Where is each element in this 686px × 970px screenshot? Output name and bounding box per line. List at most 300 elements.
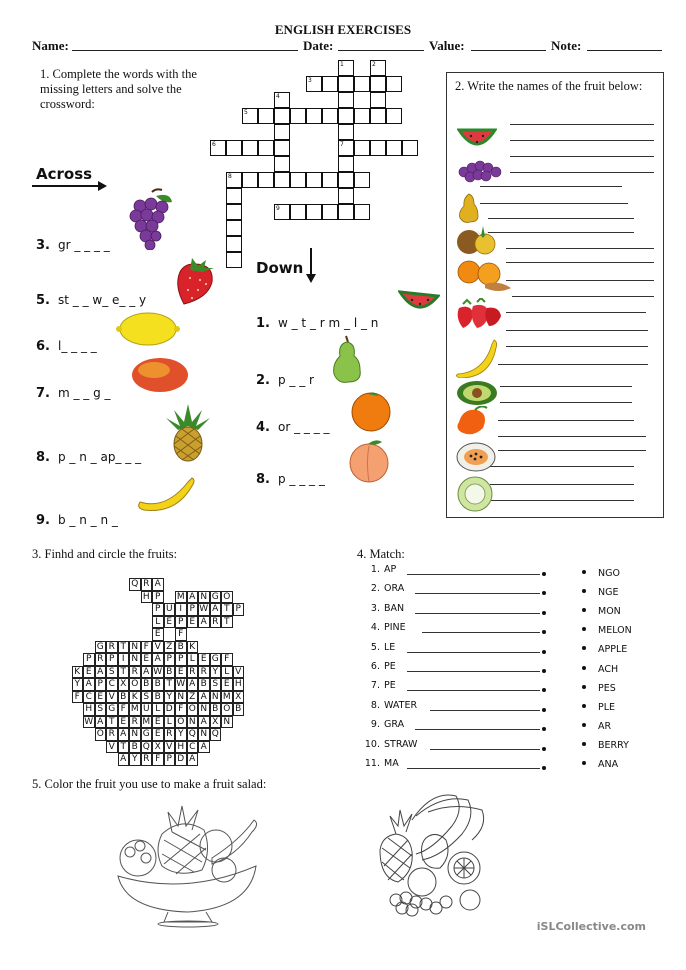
- word-search-letter[interactable]: E: [152, 728, 164, 741]
- word-search-letter[interactable]: R: [129, 716, 141, 729]
- word-search-letter[interactable]: H: [233, 678, 245, 691]
- fruit-name-writing-line[interactable]: [480, 186, 622, 187]
- match-ending-item[interactable]: [582, 568, 620, 579]
- section5-instruction: 5. Color the fruit you use to make a fruit salad:: [32, 777, 267, 791]
- word-search-letter[interactable]: B: [152, 691, 164, 704]
- word-search-letter[interactable]: K: [129, 691, 141, 704]
- crossword-cell[interactable]: [306, 108, 322, 124]
- match-answer-line[interactable]: [415, 613, 541, 614]
- fruit-name-writing-line[interactable]: [506, 248, 654, 249]
- match-end-dot[interactable]: [582, 627, 586, 631]
- banana-small-icon: [454, 338, 498, 378]
- word-search-letter[interactable]: W: [176, 679, 186, 689]
- match-end-dot[interactable]: [582, 589, 586, 593]
- word-search-letter[interactable]: E: [221, 678, 233, 691]
- word-search-letter[interactable]: P: [152, 603, 164, 616]
- word-search-letter[interactable]: K: [187, 641, 199, 654]
- match-start-dot[interactable]: [542, 611, 546, 615]
- fruit-name-writing-line[interactable]: [510, 172, 654, 173]
- word-search-letter[interactable]: U: [164, 603, 176, 616]
- fruit-name-writing-line[interactable]: [512, 296, 654, 297]
- match-ending-item[interactable]: [582, 721, 611, 732]
- match-end-dot[interactable]: [582, 646, 586, 650]
- word-search-letter[interactable]: N: [129, 641, 141, 654]
- word-search-letter[interactable]: E: [187, 616, 199, 629]
- word-search-letter[interactable]: A: [95, 666, 107, 679]
- word-search-letter[interactable]: G: [95, 641, 107, 654]
- word-search-letter[interactable]: A: [83, 678, 95, 691]
- word-search-letter[interactable]: L: [152, 703, 164, 716]
- fruit-name-writing-line[interactable]: [488, 232, 634, 233]
- word-search-letter[interactable]: X: [152, 741, 164, 754]
- word-search-letter[interactable]: L: [221, 666, 233, 679]
- match-start-dot[interactable]: [542, 572, 546, 576]
- word-search-letter[interactable]: B: [164, 666, 176, 679]
- word-search-letter[interactable]: A: [210, 603, 222, 616]
- word-search-letter[interactable]: T: [118, 641, 130, 654]
- word-search-letter[interactable]: W: [153, 666, 163, 677]
- name-label: Name:: [32, 38, 69, 53]
- match-ending-item[interactable]: [582, 759, 618, 770]
- word-search-letter[interactable]: A: [198, 691, 210, 704]
- crossword-cell[interactable]: [322, 76, 338, 92]
- crossword-cell[interactable]: [338, 156, 354, 172]
- fruit-name-writing-line[interactable]: [490, 484, 634, 485]
- word-search-letter[interactable]: T: [221, 616, 233, 629]
- crossword-cell[interactable]: [338, 140, 354, 156]
- word-search-letter[interactable]: P: [164, 653, 176, 666]
- word-search-letter[interactable]: N: [210, 691, 222, 704]
- fruit-name-writing-line[interactable]: [498, 364, 648, 365]
- match-end-dot[interactable]: [582, 742, 586, 746]
- crossword-cell[interactable]: [322, 108, 338, 124]
- word-search-letter[interactable]: B: [233, 703, 245, 716]
- word-search-letter[interactable]: B: [129, 741, 141, 754]
- date-field[interactable]: [338, 50, 424, 51]
- crossword-cell[interactable]: [226, 204, 242, 220]
- word-search-letter[interactable]: N: [198, 728, 210, 741]
- word-search-letter[interactable]: Y: [164, 691, 176, 704]
- word-search-letter[interactable]: R: [187, 666, 199, 679]
- crossword-cell[interactable]: [370, 140, 386, 156]
- crossword-cell[interactable]: [290, 204, 306, 220]
- crossword-cell[interactable]: [274, 124, 290, 140]
- word-search-letter[interactable]: U: [141, 703, 153, 716]
- crossword-cell[interactable]: [370, 108, 386, 124]
- word-search-letter[interactable]: F: [152, 753, 164, 766]
- oranges-icon: [455, 258, 515, 294]
- word-search-letter[interactable]: F: [72, 691, 84, 704]
- date-label: Date:: [303, 38, 334, 53]
- pear-icon: [330, 334, 364, 384]
- match-answer-line[interactable]: [415, 729, 541, 730]
- crossword-cell[interactable]: [242, 172, 258, 188]
- word-search-letter[interactable]: V: [164, 741, 176, 754]
- word-search-letter[interactable]: M: [222, 691, 231, 702]
- word-search-letter[interactable]: D: [164, 703, 176, 716]
- word-search-letter[interactable]: X: [118, 678, 130, 691]
- word-search-letter[interactable]: S: [210, 678, 222, 691]
- match-end-dot[interactable]: [582, 704, 586, 708]
- word-search-letter[interactable]: I: [175, 603, 187, 616]
- word-search-letter[interactable]: B: [118, 691, 130, 704]
- word-search-letter[interactable]: E: [152, 628, 164, 641]
- note-field[interactable]: [587, 50, 662, 51]
- word-search-letter[interactable]: Z: [164, 641, 176, 654]
- word-search-letter[interactable]: R: [106, 641, 118, 654]
- crossword-cell[interactable]: [402, 140, 418, 156]
- word-search-letter[interactable]: F: [118, 703, 130, 716]
- crossword-cell[interactable]: [274, 156, 290, 172]
- crossword-cell[interactable]: [226, 220, 242, 236]
- word-search-letter[interactable]: P: [83, 653, 95, 666]
- match-end-dot[interactable]: [582, 761, 586, 765]
- word-search-letter[interactable]: X: [210, 716, 222, 729]
- word-search-letter[interactable]: G: [210, 591, 222, 604]
- word-search-letter[interactable]: P: [233, 603, 245, 616]
- match-answer-line[interactable]: [415, 593, 541, 594]
- match-start-text: PE: [384, 680, 396, 692]
- word-search-letter[interactable]: T: [221, 603, 233, 616]
- word-search-letter[interactable]: N: [175, 691, 187, 704]
- crossword-cell[interactable]: [242, 140, 258, 156]
- crossword-cell[interactable]: [226, 172, 242, 188]
- match-ending-item[interactable]: [582, 644, 627, 655]
- match-ending-item[interactable]: [582, 664, 618, 675]
- word-search-letter[interactable]: Q: [129, 578, 141, 591]
- word-search-letter[interactable]: A: [198, 716, 210, 729]
- word-search-letter[interactable]: V: [106, 691, 118, 704]
- word-search-letter[interactable]: H: [83, 703, 95, 716]
- word-search-letter[interactable]: O: [221, 703, 233, 716]
- match-ending-item[interactable]: [582, 683, 616, 694]
- crossword-cell[interactable]: [226, 236, 242, 252]
- match-start-dot[interactable]: [542, 650, 546, 654]
- crossword-cell[interactable]: [258, 108, 274, 124]
- crossword-cell[interactable]: [242, 108, 258, 124]
- fruit-name-writing-line[interactable]: [498, 436, 646, 437]
- fruit-name-writing-line[interactable]: [506, 262, 654, 263]
- match-start-text: ORA: [384, 583, 405, 595]
- match-end-dot[interactable]: [582, 570, 586, 574]
- word-search-letter[interactable]: E: [198, 653, 210, 666]
- fruit-name-writing-line[interactable]: [480, 203, 628, 204]
- crossword-cell[interactable]: [370, 76, 386, 92]
- word-search-letter[interactable]: Q: [141, 741, 153, 754]
- word-search-letter[interactable]: Z: [187, 691, 199, 704]
- match-start-dot[interactable]: [542, 669, 546, 673]
- word-search-letter[interactable]: C: [106, 678, 118, 691]
- fruit-name-writing-line[interactable]: [480, 466, 634, 467]
- word-search-letter[interactable]: K: [72, 666, 84, 679]
- crossword-cell[interactable]: [386, 108, 402, 124]
- value-field[interactable]: [471, 50, 546, 51]
- word-search-letter[interactable]: F: [175, 628, 187, 641]
- fruit-name-writing-line[interactable]: [500, 386, 632, 387]
- word-search-letter[interactable]: A: [187, 753, 199, 766]
- word-search-letter[interactable]: E: [141, 653, 153, 666]
- word-search-letter[interactable]: L: [152, 616, 164, 629]
- word-search-letter[interactable]: P: [175, 616, 187, 629]
- crossword-cell[interactable]: [290, 172, 306, 188]
- word-search-letter[interactable]: O: [187, 703, 199, 716]
- word-search-letter[interactable]: P: [175, 653, 187, 666]
- word-search-letter[interactable]: M: [142, 716, 151, 727]
- papaya-icon: [455, 440, 497, 474]
- word-search-letter[interactable]: E: [152, 716, 164, 729]
- crossword-cell[interactable]: [354, 140, 370, 156]
- word-search-letter[interactable]: O: [221, 591, 233, 604]
- fruit-name-writing-line[interactable]: [506, 312, 646, 313]
- word-search-letter[interactable]: P: [152, 591, 164, 604]
- word-search-letter[interactable]: F: [221, 653, 233, 666]
- fruit-name-writing-line[interactable]: [506, 280, 654, 281]
- match-start-dot[interactable]: [542, 766, 546, 770]
- fruit-name-writing-line[interactable]: [510, 124, 654, 125]
- word-search-letter[interactable]: E: [83, 666, 95, 679]
- word-search-letter[interactable]: N: [221, 716, 233, 729]
- word-search-letter[interactable]: A: [141, 666, 153, 679]
- word-search-letter[interactable]: X: [233, 691, 245, 704]
- crossword-cell[interactable]: [258, 140, 274, 156]
- word-search-letter[interactable]: W: [84, 716, 94, 727]
- match-answer-line[interactable]: [430, 749, 541, 750]
- crossword-cell[interactable]: [290, 108, 306, 124]
- word-search-letter[interactable]: P: [187, 603, 199, 616]
- word-search-letter[interactable]: R: [129, 666, 141, 679]
- word-search-letter[interactable]: V: [233, 666, 245, 679]
- fruit-name-writing-line[interactable]: [488, 218, 634, 219]
- word-search-letter[interactable]: N: [129, 653, 141, 666]
- match-end-dot[interactable]: [582, 685, 586, 689]
- crossword-cell[interactable]: [306, 76, 322, 92]
- strawberry-icon: [172, 256, 216, 306]
- word-search-letter[interactable]: W: [199, 604, 209, 614]
- match-answer-line[interactable]: [430, 710, 541, 711]
- crossword-cell[interactable]: [274, 108, 290, 124]
- word-search-letter[interactable]: N: [198, 703, 210, 716]
- match-end-dot[interactable]: [582, 608, 586, 612]
- word-search-letter[interactable]: A: [118, 728, 130, 741]
- word-search-letter[interactable]: T: [164, 678, 176, 691]
- word-search-letter[interactable]: P: [106, 653, 118, 666]
- match-ending-item[interactable]: [582, 625, 632, 636]
- word-search-letter[interactable]: G: [141, 728, 153, 741]
- fruit-name-writing-line[interactable]: [510, 156, 654, 157]
- word-search-letter[interactable]: A: [198, 616, 210, 629]
- crossword-cell[interactable]: [338, 172, 354, 188]
- match-start-dot[interactable]: [542, 727, 546, 731]
- word-search-letter[interactable]: R: [141, 753, 153, 766]
- crossword-cell[interactable]: [226, 140, 242, 156]
- word-search-letter[interactable]: T: [118, 741, 130, 754]
- word-search-letter[interactable]: A: [152, 653, 164, 666]
- crossword-cell[interactable]: [354, 76, 370, 92]
- name-field[interactable]: [72, 50, 298, 51]
- crossword-cell[interactable]: [338, 76, 354, 92]
- crossword-cell[interactable]: [354, 204, 370, 220]
- word-search-letter[interactable]: Y: [72, 678, 84, 691]
- crossword-cell[interactable]: [306, 172, 322, 188]
- match-ending-text: APPLE: [598, 644, 628, 656]
- crossword-cell[interactable]: [370, 92, 386, 108]
- word-search-letter[interactable]: R: [141, 578, 153, 591]
- crossword-cell[interactable]: [274, 140, 290, 156]
- page-title: ENGLISH EXERCISES: [274, 22, 412, 37]
- fruit-name-writing-line[interactable]: [506, 330, 648, 331]
- match-answer-line[interactable]: [407, 768, 540, 769]
- word-search-letter[interactable]: B: [141, 678, 153, 691]
- fruit-pile-drawing: [372, 790, 502, 922]
- match-answer-line[interactable]: [407, 574, 540, 575]
- word-search-letter[interactable]: E: [164, 616, 176, 629]
- word-search-letter[interactable]: C: [187, 741, 199, 754]
- crossword-cell[interactable]: [338, 108, 354, 124]
- match-start-text: PINE: [384, 622, 406, 634]
- crossword-cell[interactable]: [322, 172, 338, 188]
- match-answer-line[interactable]: [407, 652, 540, 653]
- word-search-letter[interactable]: L: [187, 653, 199, 666]
- down-clue-1: 1. w _ t _ r m _ l _ n: [256, 316, 379, 331]
- word-search-letter[interactable]: A: [187, 591, 199, 604]
- crossword-cell[interactable]: [338, 92, 354, 108]
- crossword-number: 8: [228, 173, 232, 180]
- crossword-cell[interactable]: [322, 204, 338, 220]
- word-search-letter[interactable]: Q: [187, 728, 199, 741]
- word-search-letter[interactable]: M: [130, 704, 139, 714]
- word-search-letter[interactable]: Y: [129, 753, 141, 766]
- match-ending-text: NGE: [598, 587, 619, 599]
- word-search-letter[interactable]: G: [210, 653, 222, 666]
- word-search-letter[interactable]: S: [106, 666, 118, 679]
- match-ending-item[interactable]: [582, 702, 615, 713]
- crossword-cell[interactable]: [370, 60, 386, 76]
- word-search-letter[interactable]: E: [95, 691, 107, 704]
- word-search-letter[interactable]: B: [198, 678, 210, 691]
- word-search-letter[interactable]: A: [198, 741, 210, 754]
- match-end-dot[interactable]: [582, 723, 586, 727]
- across-clue-3: 3. gr _ _ _ _: [36, 238, 110, 253]
- word-search-letter[interactable]: O: [95, 728, 107, 741]
- word-search-letter[interactable]: Q: [210, 728, 222, 741]
- word-search-letter[interactable]: P: [164, 753, 176, 766]
- word-search-letter[interactable]: M: [176, 591, 185, 602]
- word-search-letter[interactable]: B: [152, 678, 164, 691]
- word-search-letter[interactable]: A: [152, 578, 164, 591]
- fruit-name-writing-line[interactable]: [490, 500, 634, 501]
- word-search-letter[interactable]: P: [95, 678, 107, 691]
- crossword-cell[interactable]: [210, 140, 226, 156]
- word-search-letter[interactable]: S: [141, 691, 153, 704]
- match-ending-item[interactable]: [582, 740, 629, 751]
- word-search-letter[interactable]: T: [106, 716, 118, 729]
- word-search-letter[interactable]: S: [95, 703, 107, 716]
- match-start-dot[interactable]: [542, 591, 546, 595]
- word-search-letter[interactable]: O: [175, 716, 187, 729]
- crossword-cell[interactable]: [386, 76, 402, 92]
- word-search-letter[interactable]: B: [210, 703, 222, 716]
- word-search-letter[interactable]: E: [118, 716, 130, 729]
- crossword-cell[interactable]: [354, 172, 370, 188]
- crossword-cell[interactable]: [274, 204, 290, 220]
- match-ending-item[interactable]: [582, 587, 618, 598]
- crossword-cell[interactable]: [258, 172, 274, 188]
- word-search-letter[interactable]: V: [152, 641, 164, 654]
- word-search-letter[interactable]: F: [141, 641, 153, 654]
- word-search-letter[interactable]: B: [175, 641, 187, 654]
- crossword-cell[interactable]: [354, 108, 370, 124]
- word-search-letter[interactable]: R: [95, 653, 107, 666]
- word-search-letter[interactable]: N: [198, 591, 210, 604]
- word-search-letter[interactable]: E: [175, 666, 187, 679]
- match-answer-line[interactable]: [422, 632, 540, 633]
- match-ending-item[interactable]: [582, 606, 621, 617]
- match-end-dot[interactable]: [582, 666, 586, 670]
- match-start-dot[interactable]: [542, 747, 546, 751]
- word-search-letter[interactable]: G: [106, 703, 118, 716]
- word-search-letter[interactable]: R: [198, 666, 210, 679]
- word-search-letter[interactable]: R: [106, 728, 118, 741]
- match-number: 11.: [364, 758, 380, 769]
- match-answer-line[interactable]: [407, 690, 540, 691]
- match-start-dot[interactable]: [542, 630, 546, 634]
- crossword-cell[interactable]: [338, 188, 354, 204]
- fruit-name-writing-line[interactable]: [500, 402, 632, 403]
- match-start-text: STRAW: [384, 738, 418, 750]
- match-number: 4.: [370, 622, 380, 634]
- word-search-letter[interactable]: F: [175, 703, 187, 716]
- crossword-cell[interactable]: [386, 140, 402, 156]
- crossword-cell[interactable]: [274, 92, 290, 108]
- word-search-letter[interactable]: A: [118, 753, 130, 766]
- fruit-name-writing-line[interactable]: [498, 420, 634, 421]
- fruit-name-writing-line[interactable]: [498, 450, 646, 451]
- fruit-name-writing-line[interactable]: [506, 346, 648, 347]
- match-answer-line[interactable]: [407, 671, 540, 672]
- match-start-item: [358, 603, 404, 614]
- crossword-cell[interactable]: [274, 172, 290, 188]
- word-search-letter[interactable]: A: [187, 678, 199, 691]
- crossword-cell[interactable]: [226, 252, 242, 268]
- word-search-letter[interactable]: Y: [175, 728, 187, 741]
- word-search-letter[interactable]: H: [141, 591, 153, 604]
- crossword-cell[interactable]: [306, 204, 322, 220]
- word-search-letter[interactable]: V: [106, 741, 118, 754]
- word-search-letter[interactable]: R: [164, 728, 176, 741]
- word-search-letter[interactable]: A: [95, 716, 107, 729]
- match-ending-text: AR: [598, 720, 612, 732]
- word-search-letter[interactable]: D: [175, 753, 187, 766]
- word-search-letter[interactable]: T: [118, 666, 130, 679]
- crossword-cell[interactable]: [338, 124, 354, 140]
- word-search-letter[interactable]: N: [129, 728, 141, 741]
- crossword-cell[interactable]: [338, 204, 354, 220]
- crossword-cell[interactable]: [226, 188, 242, 204]
- word-search-letter[interactable]: O: [129, 678, 141, 691]
- fruit-name-writing-line[interactable]: [510, 140, 654, 141]
- word-search-letter[interactable]: I: [118, 653, 130, 666]
- crossword-cell[interactable]: [338, 60, 354, 76]
- word-search-letter[interactable]: C: [83, 691, 95, 704]
- word-search-letter[interactable]: L: [164, 716, 176, 729]
- word-search-letter[interactable]: H: [175, 741, 187, 754]
- word-search-letter[interactable]: Y: [210, 666, 222, 679]
- word-search-letter[interactable]: R: [210, 616, 222, 629]
- match-start-text: WATER: [384, 699, 418, 711]
- match-start-dot[interactable]: [542, 708, 546, 712]
- match-start-dot[interactable]: [542, 688, 546, 692]
- word-search-letter[interactable]: N: [187, 716, 199, 729]
